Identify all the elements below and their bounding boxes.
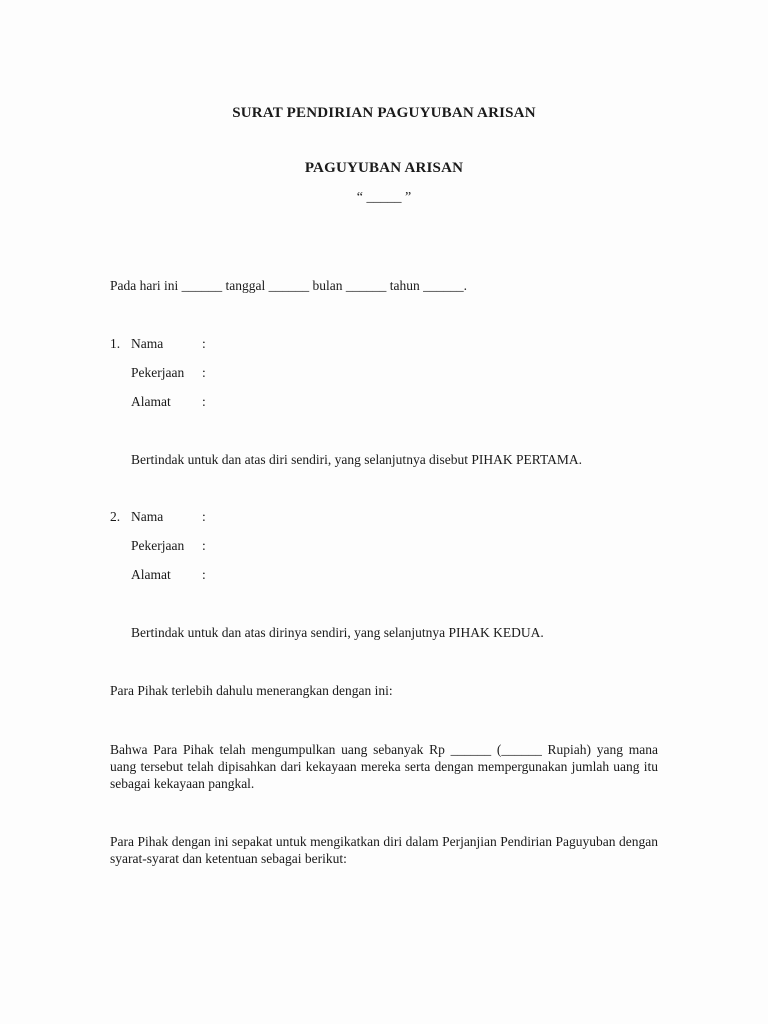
date-line: Pada hari ini ______ tanggal ______ bulan ______ tahun ______.: [110, 278, 467, 293]
party2-statement: Bertindak untuk dan atas dirinya sendiri, yang selanjutnya PIHAK KEDUA.: [131, 625, 544, 640]
party2-number: 2.: [110, 509, 121, 524]
party2-address-colon: :: [202, 567, 206, 582]
party2-name-colon: :: [202, 509, 206, 524]
party1-address-label: Alamat: [131, 394, 171, 409]
paragraph-capital: Bahwa Para Pihak telah mengumpulkan uang sebanyak Rp ______ (______ Rupiah) yang mana uang tersebut telah dipisahkan dari kekayaan mereka serta dengan mempergunakan jumlah uang itu sebagai kekayaan pangkal.: [110, 742, 658, 791]
party2-occupation-label: Pekerjaan: [131, 538, 185, 553]
paguyuban-name-blank: “ _____ ”: [356, 190, 412, 205]
document-subtitle: PAGUYUBAN ARISAN: [304, 160, 464, 176]
party2-name-label: Nama: [131, 509, 164, 524]
party1-address-colon: :: [202, 394, 206, 409]
party2-occupation-colon: :: [202, 538, 206, 553]
party1-occupation-colon: :: [202, 365, 206, 380]
party2-address-label: Alamat: [131, 567, 171, 582]
party1-statement: Bertindak untuk dan atas diri sendiri, yang selanjutnya disebut PIHAK PERTAMA.: [131, 452, 583, 467]
party1-number: 1.: [110, 336, 121, 351]
intro-statement: Para Pihak terlebih dahulu menerangkan dengan ini:: [110, 683, 393, 698]
paragraph-agreement: Para Pihak dengan ini sepakat untuk mengikatkan diri dalam Perjanjian Pendirian Paguyuban dengan syarat-syarat dan ketentuan sebagai berikut:: [110, 834, 658, 866]
party1-name-label: Nama: [131, 336, 164, 351]
party1-name-colon: :: [202, 336, 206, 351]
document-title: SURAT PENDIRIAN PAGUYUBAN ARISAN: [232, 105, 536, 121]
party1-occupation-label: Pekerjaan: [131, 365, 185, 380]
